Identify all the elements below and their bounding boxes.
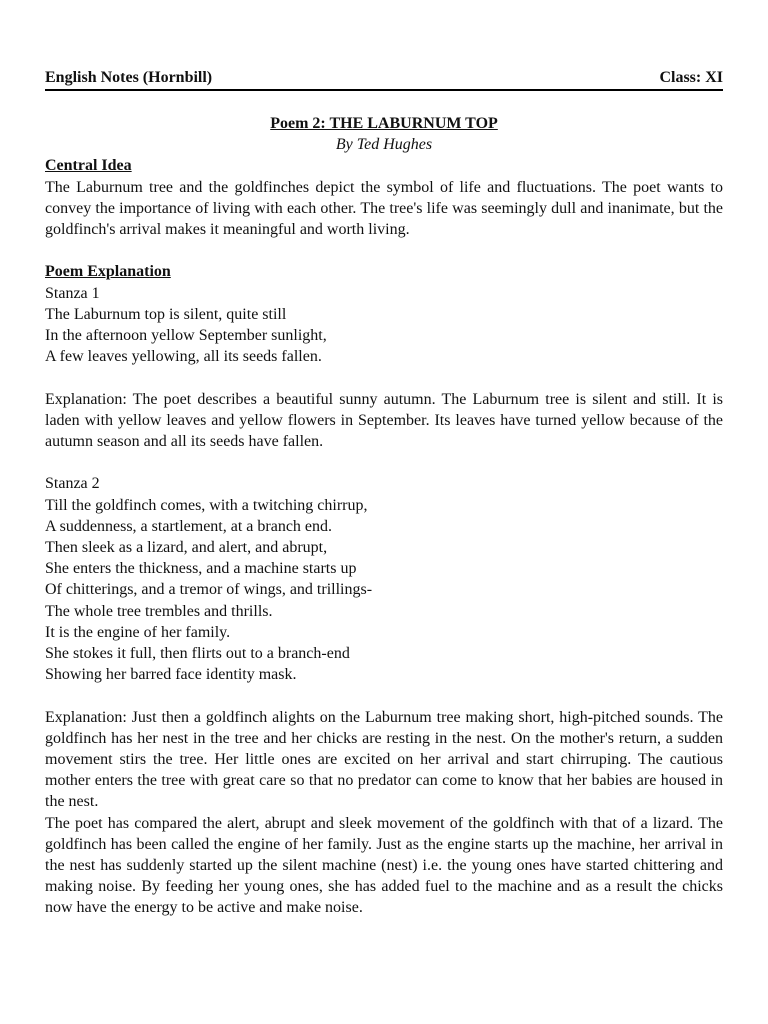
page-header (45, 68, 723, 91)
stanza-2-line: She stokes it full, then flirts out to a branch-end (45, 645, 350, 663)
central-idea-text: The Laburnum tree and the goldfinches depict the symbol of life and fluctuations. The poet wants to convey the importance of living with each other. The tree's life was seemingly dull and inanimate, but the goldfinch's arrival makes it meaningful and worth living. (45, 178, 723, 239)
stanza-1-explanation: Explanation: The poet describes a beautiful sunny autumn. The Laburnum tree is silent and still. It is laden with yellow leaves and yellow flowers in September. Its leaves have turned yellow because of the autumn season and all its seeds have fallen. (45, 390, 723, 451)
stanza-1-line: The Laburnum top is silent, quite still (45, 305, 287, 323)
document-body (45, 113, 723, 919)
poem-explanation-heading: Poem Explanation (45, 263, 171, 281)
stanza-2-line: Till the goldfinch comes, with a twitching chirrup, (45, 496, 368, 514)
header-subject: English Notes (Hornbill) (45, 69, 213, 86)
poem-author: By Ted Hughes (335, 136, 433, 154)
stanza-1-line: A few leaves yellowing, all its seeds fallen. (45, 348, 322, 366)
stanza-2-label: Stanza 2 (45, 475, 100, 493)
stanza-2-explanation-2: The poet has compared the alert, abrupt and sleek movement of the goldfinch with that of a lizard. The goldfinch has been called the engine of her family. Just as the engine starts up the machine, her arrival in the nest has suddenly started up the silent machine (nest) i.e. the young ones have started chittering and making noise. By feeding her young ones, she has added fuel to the machine and as a result the chicks now have the energy to be active and make noise. (45, 814, 723, 917)
stanza-2-line: A suddenness, a startlement, at a branch end. (45, 517, 333, 535)
stanza-2-line: Showing her barred face identity mask. (45, 666, 297, 684)
stanza-1-line: In the afternoon yellow September sunlight, (45, 327, 327, 345)
poem-title: Poem 2: THE LABURNUM TOP (270, 115, 498, 132)
stanza-2-explanation-1: Explanation: Just then a goldfinch alights on the Laburnum tree making short, high-pitched sounds. The goldfinch has her nest in the tree and her chicks are resting in the nest. On the mother's return, a sudden movement stirs the tree. Her little ones are excited on her arrival and start chirruping. The cautious mother enters the tree with great care so that no predator can come to know that her babies are housed in the nest. (45, 708, 723, 811)
stanza-2-line: Of chitterings, and a tremor of wings, and trillings- (45, 581, 373, 599)
stanza-2-line: She enters the thickness, and a machine starts up (45, 560, 357, 578)
stanza-2-line: The whole tree trembles and thrills. (45, 602, 273, 620)
header-class: Class: XI (659, 69, 723, 86)
stanza-2-line: Then sleek as a lizard, and alert, and abrupt, (45, 539, 328, 557)
stanza-1-label: Stanza 1 (45, 284, 100, 302)
central-idea-heading: Central Idea (45, 157, 132, 175)
stanza-2-line: It is the engine of her family. (45, 623, 231, 641)
